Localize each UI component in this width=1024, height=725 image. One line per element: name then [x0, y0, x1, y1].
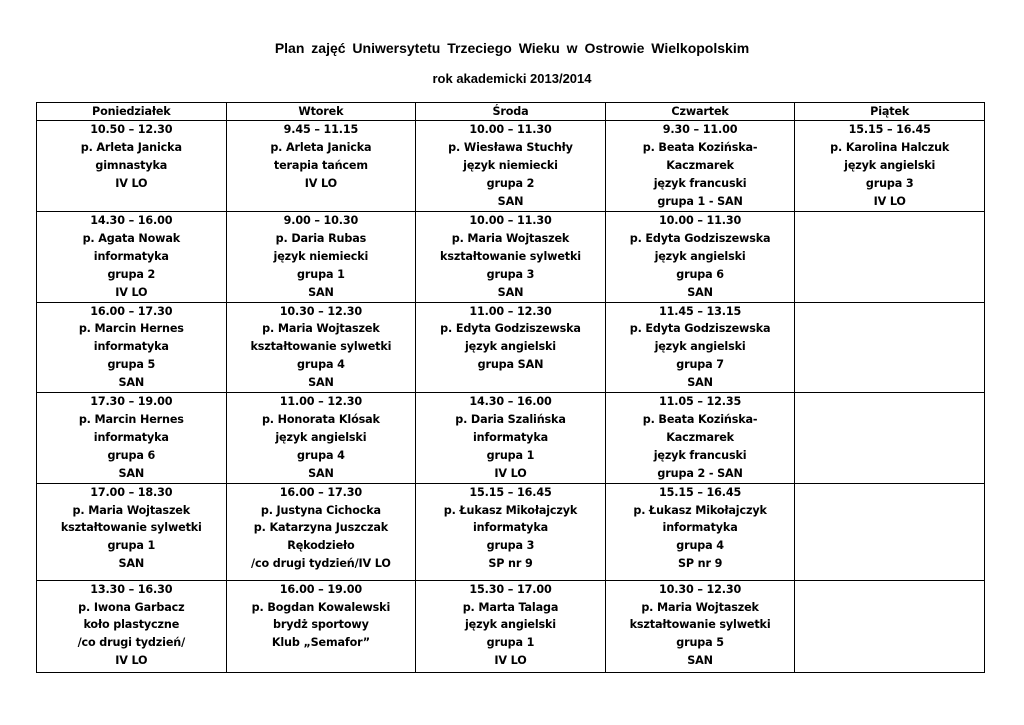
schedule-cell-line: SAN	[687, 376, 713, 390]
column-header-tuesday: Wtorek	[226, 103, 416, 121]
schedule-cell-wednesday	[416, 212, 606, 303]
schedule-cell-friday	[795, 212, 985, 303]
schedule-cell-line: informatyka	[662, 521, 738, 535]
schedule-cell-line: p. Katarzyna Juszczak	[253, 521, 389, 535]
schedule-cell-tuesday	[226, 483, 416, 580]
schedule-cell-line: 10.00 – 11.30	[469, 214, 552, 227]
schedule-cell-line: grupa 3	[865, 176, 914, 190]
schedule-cell-thursday	[605, 302, 795, 393]
schedule-cell-line: grupa 6	[676, 267, 724, 281]
schedule-cell-line: grupa 4	[297, 448, 345, 462]
schedule-cell-line: kształtowanie sylwetki	[250, 340, 392, 354]
schedule-cell-monday	[37, 121, 227, 212]
schedule-cell-line: język francuski	[653, 176, 747, 190]
schedule-cell-line: p. Iwona Garbacz	[78, 600, 185, 614]
schedule-cell-line: 10.00 – 11.30	[469, 123, 552, 136]
schedule-cell-line: SP nr 9	[677, 557, 723, 571]
schedule-cell-thursday	[605, 580, 795, 672]
schedule-cell-line: IV LO	[873, 194, 906, 208]
schedule-cell-line: SAN	[308, 285, 334, 299]
schedule-cell-line: p. Edyta Godziszewska	[440, 322, 581, 336]
schedule-cell-line: język angielski	[844, 158, 936, 172]
schedule-cell-line: grupa 3	[486, 539, 535, 553]
schedule-cell-line: p. Arleta Janicka	[270, 140, 372, 154]
schedule-cell-wednesday	[416, 393, 606, 484]
schedule-cell-line: 14.30 – 16.00	[469, 395, 552, 409]
schedule-cell-line: kształtowanie sylwetki	[629, 618, 771, 632]
table-row	[37, 483, 985, 580]
schedule-cell-line: 11.00 – 12.30	[279, 395, 362, 409]
schedule-cell-friday	[795, 121, 985, 212]
schedule-cell-line: p. Marta Talaga	[462, 600, 559, 614]
schedule-cell-line: p. Marcin Hernes	[78, 412, 184, 426]
schedule-cell-line: grupa 6	[107, 448, 156, 462]
schedule-cell-line: p. Łukasz Mikołajczyk	[443, 503, 578, 517]
schedule-cell-line: język angielski	[654, 340, 746, 354]
table-row	[37, 393, 985, 484]
schedule-cell-line: grupa SAN	[477, 358, 544, 372]
schedule-cell-line: SAN	[118, 466, 145, 480]
table-row	[37, 212, 985, 303]
schedule-cell-line: 17.30 – 19.00	[90, 395, 173, 409]
schedule-cell-line: grupa 4	[676, 539, 724, 553]
schedule-cell-monday	[37, 580, 227, 672]
schedule-cell-line: p. Maria Wojtaszek	[451, 231, 570, 245]
schedule-cell-wednesday	[416, 580, 606, 672]
schedule-cell-line: p. Bogdan Kowalewski	[251, 600, 391, 614]
column-header-friday: Piątek	[795, 103, 985, 121]
schedule-cell-line: 16.00 – 17.30	[90, 304, 173, 318]
schedule-cell-line: język angielski	[275, 430, 367, 444]
schedule-cell-line: grupa 2	[486, 176, 535, 190]
schedule-cell-line: IV LO	[304, 176, 337, 190]
schedule-cell-line: grupa 1	[297, 267, 345, 281]
schedule-cell-line: p. Beata Kozińska-	[642, 140, 758, 154]
schedule-cell-line: grupa 1	[107, 539, 156, 553]
schedule-cell-line: informatyka	[93, 430, 169, 444]
schedule-cell-friday	[795, 393, 985, 484]
page-subtitle: rok akademicki 2013/2014	[432, 71, 592, 86]
schedule-cell-line: Kaczmarek	[666, 430, 734, 444]
schedule-cell-line: grupa 1	[486, 448, 535, 462]
schedule-cell-line: 9.00 – 10.30	[283, 214, 359, 227]
schedule-cell-thursday	[605, 483, 795, 580]
schedule-cell-line: IV LO	[494, 654, 527, 668]
schedule-cell-friday	[795, 483, 985, 580]
schedule-cell-line: język angielski	[464, 340, 556, 354]
schedule-cell-line: p. Maria Wojtaszek	[641, 600, 759, 614]
schedule-cell-line: grupa 2	[107, 267, 156, 281]
schedule-cell-friday	[795, 302, 985, 393]
schedule-cell-line: 14.30 – 16.00	[90, 214, 173, 227]
schedule-cell-tuesday	[226, 393, 416, 484]
schedule-cell-tuesday	[226, 580, 416, 672]
schedule-cell-line: p. Edyta Godziszewska	[629, 231, 771, 245]
schedule-cell-line: 10.30 – 12.30	[658, 582, 742, 596]
schedule-cell-line: IV LO	[494, 466, 527, 480]
schedule-cell-line: p. Karolina Halczuk	[830, 140, 950, 154]
schedule-cell-line: p. Honorata Klósak	[261, 412, 380, 426]
column-header-thursday: Czwartek	[605, 103, 795, 121]
schedule-cell-line: IV LO	[115, 654, 148, 668]
schedule-cell-line: 15.15 – 16.45	[658, 485, 742, 499]
schedule-cell-line: język niemiecki	[463, 158, 558, 172]
schedule-cell-line: 9.45 – 11.15	[283, 123, 359, 136]
schedule-cell-line: Rękodzieło	[287, 539, 355, 553]
page-title: Plan zajęć Uniwersytetu Trzeciego Wieku w Ostrowie Wielkopolskim	[274, 40, 750, 56]
schedule-cell-line: 10.30 – 12.30	[279, 304, 362, 318]
schedule-cell-line: terapia tańcem	[273, 158, 368, 172]
schedule-cell-line: gimnastyka	[95, 158, 168, 172]
table-row	[37, 302, 985, 393]
schedule-cell-tuesday	[226, 302, 416, 393]
schedule-cell-wednesday	[416, 121, 606, 212]
schedule-cell-line: p. Marcin Hernes	[78, 322, 184, 336]
schedule-cell-line: p. Łukasz Mikołajczyk	[633, 503, 767, 517]
column-header-monday: Poniedziałek	[37, 103, 227, 121]
schedule-cell-line: p. Maria Wojtaszek	[72, 503, 191, 517]
schedule-cell-line: język angielski	[654, 249, 746, 263]
schedule-cell-line: IV LO	[115, 176, 148, 190]
schedule-cell-line: p. Edyta Godziszewska	[629, 322, 771, 336]
schedule-cell-line: 15.15 – 16.45	[469, 485, 552, 499]
schedule-cell-line: informatyka	[472, 430, 549, 444]
schedule-cell-line: język francuski	[653, 448, 747, 462]
schedule-cell-line: SAN	[687, 285, 713, 299]
schedule-cell-line: p. Justyna Cichocka	[260, 503, 381, 517]
schedule-cell-line: SAN	[497, 194, 524, 208]
schedule-cell-line: Kaczmarek	[666, 158, 734, 172]
schedule-cell-line: język angielski	[464, 618, 556, 632]
header-row	[37, 103, 985, 121]
schedule-cell-line: kształtowanie sylwetki	[60, 521, 202, 535]
schedule-cell-line: język niemiecki	[273, 249, 369, 263]
schedule-cell-line: /co drugi tydzień/	[77, 636, 186, 650]
schedule-cell-line: grupa 7	[676, 358, 724, 372]
schedule-cell-line: 15.30 – 17.00	[469, 582, 552, 596]
schedule-cell-wednesday	[416, 302, 606, 393]
schedule-cell-wednesday	[416, 483, 606, 580]
schedule-cell-monday	[37, 212, 227, 303]
schedule-cell-line: p. Maria Wojtaszek	[262, 322, 380, 336]
schedule-cell-monday	[37, 483, 227, 580]
schedule-cell-line: 13.30 – 16.30	[90, 582, 173, 596]
schedule-cell-line: /co drugi tydzień/IV LO	[251, 557, 391, 571]
schedule-cell-tuesday	[226, 212, 416, 303]
schedule-cell-thursday	[605, 121, 795, 212]
schedule-cell-line: grupa 5	[107, 358, 156, 372]
schedule-body	[37, 121, 985, 673]
schedule-cell-line: grupa 1	[486, 636, 535, 650]
schedule-cell-line: 10.00 – 11.30	[658, 214, 742, 227]
schedule-cell-line: p. Daria Szalińska	[455, 412, 566, 426]
table-row	[37, 121, 985, 212]
schedule-cell-line: koło plastyczne	[83, 618, 180, 632]
schedule-cell-thursday	[605, 393, 795, 484]
schedule-cell-line: grupa 2 - SAN	[657, 466, 743, 480]
schedule-cell-line: SAN	[687, 654, 713, 668]
schedule-cell-monday	[37, 393, 227, 484]
schedule-cell-line: 11.00 – 12.30	[469, 304, 552, 318]
schedule-cell-line: SAN	[118, 557, 145, 571]
schedule-cell-line: SP nr 9	[488, 557, 533, 571]
schedule-cell-line: SAN	[308, 466, 334, 480]
schedule-cell-line: informatyka	[93, 249, 169, 263]
schedule-cell-line: Klub „Semafor”	[271, 636, 370, 650]
schedule-cell-line: p. Daria Rubas	[275, 231, 367, 245]
schedule-cell-line: 17.00 – 18.30	[90, 485, 173, 499]
schedule-cell-line: p. Agata Nowak	[82, 231, 181, 245]
schedule-cell-monday	[37, 302, 227, 393]
schedule-cell-line: 11.05 – 12.35	[658, 395, 742, 409]
schedule-cell-line: grupa 5	[676, 636, 724, 650]
schedule-cell-line: SAN	[118, 376, 145, 390]
schedule-cell-line: grupa 4	[297, 358, 345, 372]
schedule-cell-line: 10.50 – 12.30	[90, 123, 173, 136]
schedule-cell-line: informatyka	[93, 340, 169, 354]
schedule-cell-line: SAN	[308, 376, 334, 390]
schedule-cell-line: p. Beata Kozińska-	[642, 412, 758, 426]
schedule-cell-line: grupa 1 - SAN	[657, 194, 743, 208]
column-header-wednesday: Środa	[416, 103, 606, 121]
schedule-cell-tuesday	[226, 121, 416, 212]
schedule-cell-line: IV LO	[115, 285, 148, 299]
schedule-cell-line: brydż sportowy	[273, 618, 369, 632]
schedule-cell-thursday	[605, 212, 795, 303]
schedule-cell-line: 15.15 – 16.45	[848, 123, 931, 136]
schedule-cell-line: p. Arleta Janicka	[80, 140, 182, 154]
schedule-cell-line: p. Wiesława Stuchły	[448, 140, 573, 154]
schedule-cell-line: 16.00 – 19.00	[279, 582, 362, 596]
schedule-cell-line: 16.00 – 17.30	[279, 485, 362, 499]
schedule-cell-line: 11.45 – 13.15	[658, 304, 742, 318]
schedule-cell-line: 9.30 – 11.00	[662, 123, 738, 136]
schedule-cell-line: SAN	[497, 285, 524, 299]
schedule-table	[36, 102, 985, 673]
schedule-cell-line: kształtowanie sylwetki	[440, 249, 581, 263]
schedule-cell-line: informatyka	[472, 521, 549, 535]
schedule-cell-line: grupa 3	[486, 267, 535, 281]
table-row	[37, 580, 985, 672]
schedule-cell-friday	[795, 580, 985, 672]
